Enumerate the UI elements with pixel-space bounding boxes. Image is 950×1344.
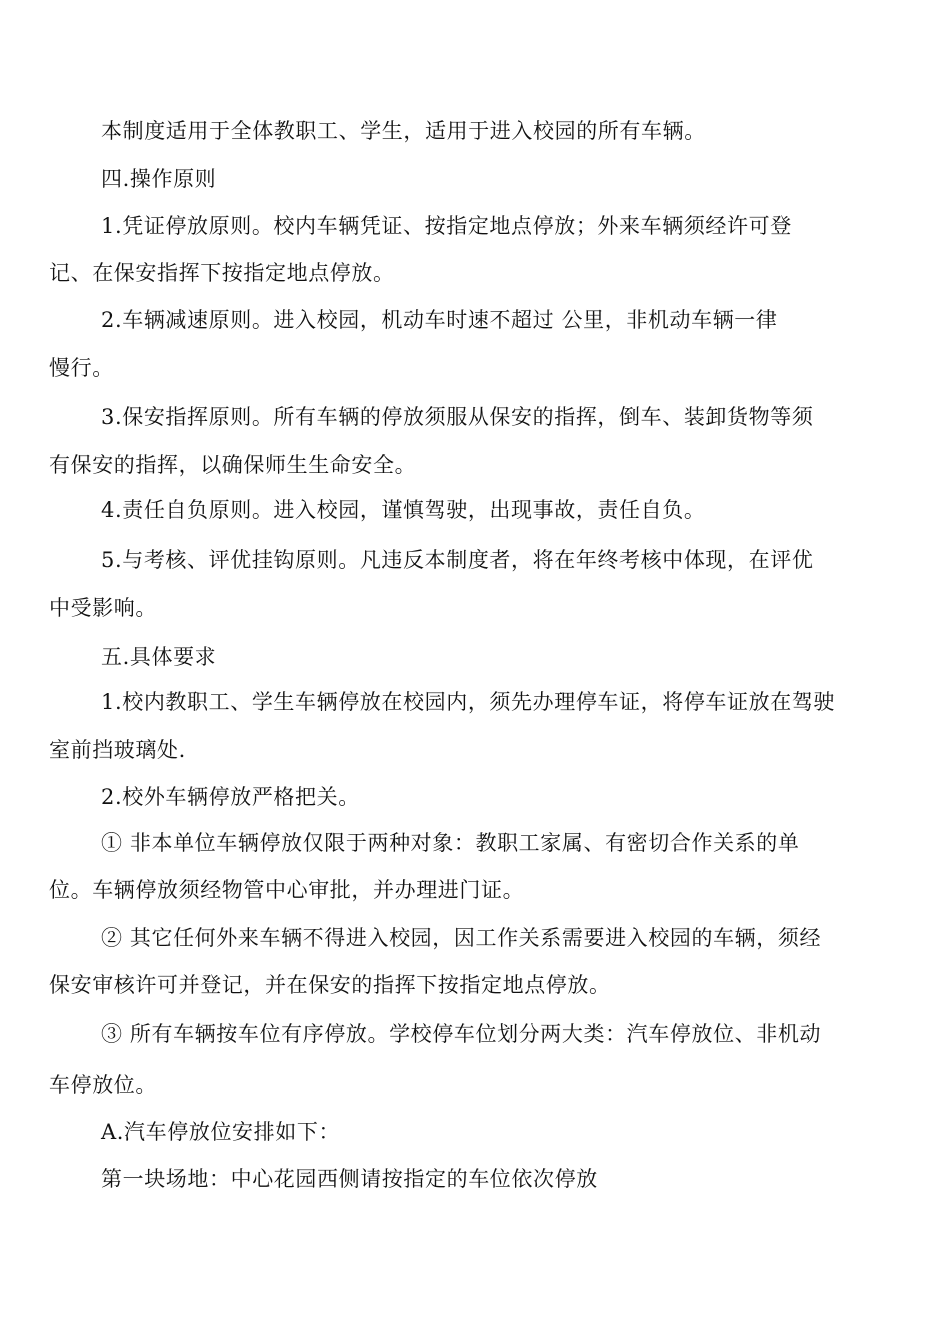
paragraph-line: 室前挡玻璃处. [49,738,186,762]
paragraph-line: 有保安的指挥，以确保师生生命安全。 [49,453,417,477]
paragraph-line: 1.校内教职工、学生车辆停放在校园内，须先办理停车证，将停车证放在驾驶 [101,690,836,714]
paragraph-line: 车停放位。 [49,1073,157,1097]
paragraph-line: 3.保安指挥原则。所有车辆的停放须服从保安的指挥，倒车、装卸货物等须 [101,405,814,429]
paragraph-line: 2.车辆减速原则。进入校园，机动车时速不超过 公里，非机动车辆一律 [101,308,778,332]
paragraph-line: 本制度适用于全体教职工、学生，适用于进入校园的所有车辆。 [101,119,706,143]
paragraph-line: 2.校外车辆停放严格把关。 [101,785,360,809]
section-heading: 四.操作原则 [101,167,217,191]
paragraph-line: 5.与考核、评优挂钩原则。凡违反本制度者，将在年终考核中体现，在评优 [101,548,814,572]
paragraph-line: ① 非本单位车辆停放仅限于两种对象：教职工家属、有密切合作关系的单 [101,831,800,855]
paragraph-line: 4.责任自负原则。进入校园，谨慎驾驶，出现事故，责任自负。 [101,498,706,522]
paragraph-line: A.汽车停放位安排如下： [101,1120,341,1144]
paragraph-line: 位。车辆停放须经物管中心审批，并办理进门证。 [49,878,525,902]
paragraph-line: 1.凭证停放原则。校内车辆凭证、按指定地点停放；外来车辆须经许可登 [101,214,792,238]
paragraph-line: 第一块场地：中心花园西侧请按指定的车位依次停放 [101,1167,598,1191]
section-heading: 五.具体要求 [101,645,217,669]
paragraph-line: 保安审核许可并登记，并在保安的指挥下按指定地点停放。 [49,973,611,997]
paragraph-line: 慢行。 [49,356,114,380]
paragraph-line: 记、在保安指挥下按指定地点停放。 [49,261,395,285]
paragraph-line: ② 其它任何外来车辆不得进入校园，因工作关系需要进入校园的车辆，须经 [101,926,822,950]
paragraph-line: 中受影响。 [49,596,157,620]
paragraph-line: ③ 所有车辆按车位有序停放。学校停车位划分两大类：汽车停放位、非机动 [101,1022,822,1046]
